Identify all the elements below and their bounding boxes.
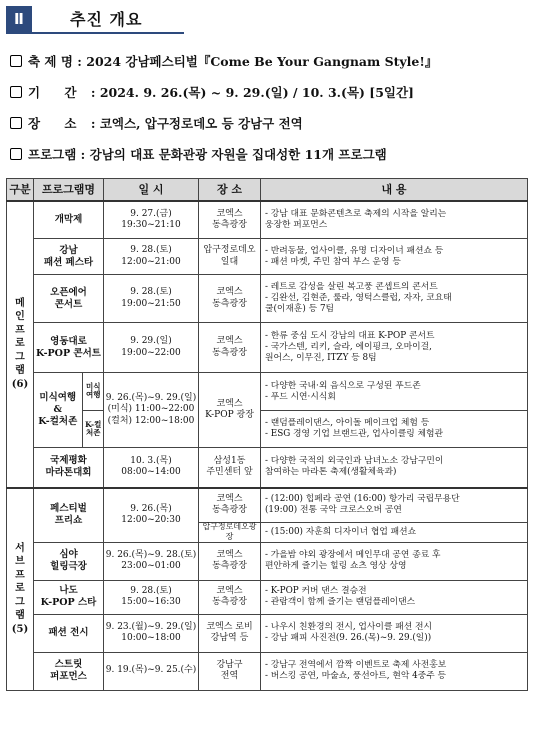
- program-desc: - 가을밤 야외 광장에서 메인무대 공연 종료 후 편안하게 즐기는 힐링 쇼츠 영상 상영: [261, 542, 528, 580]
- program-name: [34, 373, 104, 448]
- info-label: 기 간: [28, 85, 87, 100]
- info-value: 코엑스, 압구정로데오 등 강남구 전역: [99, 116, 303, 131]
- program-name: 심야 힐링극장: [34, 542, 104, 580]
- program-date: 9. 28.(토) 15:00~16:30: [104, 580, 199, 614]
- info-period: 기 간 : 2024. 9. 26.(목) ~ 9. 29.(일) / 10. 3.(목) [5일간]: [10, 83, 414, 101]
- program-place: 코엑스 동측광장: [199, 580, 261, 614]
- program-date: 9. 28.(토) 12:00~21:00: [104, 239, 199, 275]
- section-number: Ⅱ: [6, 6, 32, 32]
- checkbox-square-icon: [10, 148, 22, 160]
- program-desc: [261, 373, 528, 448]
- program-name: 국제평화 마라톤대회: [34, 448, 104, 488]
- section-title: 추진 개요: [70, 10, 143, 29]
- place-main: 코엑스 동측광장: [199, 489, 260, 523]
- checkbox-square-icon: [10, 55, 22, 67]
- desc-food: - 다양한 국내·외 음식으로 구성된 푸드존 - 푸드 시연·시식회: [261, 374, 527, 411]
- table-row: [7, 373, 528, 448]
- table-row: [7, 275, 528, 323]
- table-row: [7, 580, 528, 614]
- program-date: 10. 3.(목) 08:00~14:00: [104, 448, 199, 488]
- program-name: 패션 전시: [34, 614, 104, 652]
- program-desc: - 다양한 국적의 외국인과 남녀노소 강남구민이 참여하는 마라톤 축제(생활체육과): [261, 448, 528, 488]
- table-row: [7, 542, 528, 580]
- info-venue: 장 소 : 코엑스, 압구정로데오 등 강남구 전역: [10, 114, 303, 132]
- program-place: 코엑스 동측광장: [199, 275, 261, 323]
- table-header-row: [7, 179, 528, 201]
- checkbox-square-icon: [10, 117, 22, 129]
- program-name: 강남 패션 페스타: [34, 239, 104, 275]
- program-desc: - 반려동물, 업사이클, 유명 디자이너 패션쇼 등 - 패션 마켓, 주민 참여 부스 운영 등: [261, 239, 528, 275]
- header-place: 장 소: [199, 179, 261, 201]
- program-date: 9. 26.(목) 12:00~20:30: [104, 488, 199, 543]
- desc-rodeo: - (15:00) 자훈희 디자이너 협업 패션쇼: [265, 526, 417, 537]
- table-row: [7, 614, 528, 652]
- program-name-split: [34, 373, 104, 447]
- section-underline: [6, 32, 184, 34]
- sub-label-culture: K-컬처존: [85, 419, 102, 437]
- program-place: 삼성1동 주민센터 앞: [199, 448, 261, 488]
- program-place: 압구정로데오 일대: [199, 239, 261, 275]
- program-place: 코엑스 로비 강남역 등: [199, 614, 261, 652]
- table-row: [7, 239, 528, 275]
- program-place: [199, 488, 261, 543]
- table-row: [7, 448, 528, 488]
- program-date: 9. 27.(금) 19:30~21:10: [104, 201, 199, 239]
- program-place: 코엑스 동측광장: [199, 323, 261, 373]
- header-category: 구분: [7, 179, 34, 201]
- program-name: 오픈에어 콘서트: [34, 275, 104, 323]
- category-sub: 서 브 프 로 그 램 (5): [7, 488, 34, 691]
- table-row: [7, 488, 528, 543]
- header-program: 프로그램명: [34, 179, 104, 201]
- info-value: 2024. 9. 26.(목) ~ 9. 29.(일) / 10. 3.(목) [5일간]: [99, 85, 414, 100]
- program-desc: [261, 488, 528, 543]
- program-date: 9. 26.(목)~9. 29.(일) (미식) 11:00~22:00 (컬처) 12:00~18:00: [104, 373, 199, 448]
- program-name: 영동대로 K-POP 콘서트: [34, 323, 104, 373]
- info-label: 프로그램: [28, 147, 77, 162]
- place-rodeo: 압구정로데오광장: [202, 522, 257, 541]
- info-value: 2024 강남페스티벌『Come Be Your Gangnam Style!』: [86, 54, 438, 69]
- program-name: 스트릿 퍼포먼스: [34, 652, 104, 690]
- info-programs: 프로그램 : 강남의 대표 문화관광 자원을 집대성한 11개 프로그램: [10, 145, 387, 163]
- program-place: 코엑스 동측광장: [199, 201, 261, 239]
- desc-coex: - (12:00) 힙페라 공연 (16:00) 항가리 국립무용단 (19:00) 전통 국악 크로스오버 공연: [261, 489, 527, 523]
- program-name: 나도 K-POP 스타: [34, 580, 104, 614]
- program-place: 코엑스 K-POP 광장: [199, 373, 261, 448]
- header-datetime: 일 시: [104, 179, 199, 201]
- info-festival-name: 축 제 명 : 2024 강남페스티벌『Come Be Your Gangnam Style!』: [10, 52, 437, 70]
- info-label: 장 소: [28, 116, 87, 131]
- program-desc: - 강남구 전역에서 깜짝 이벤트로 축제 사전홍보 - 버스킹 공연, 마술쇼, 풍선아트, 현악 4중주 등: [261, 652, 528, 690]
- program-desc: - 레트로 감성을 살린 복고풍 콘셉트의 콘서트 - 김완선, 김현준, 룰라, 영턱스클럽, 자자, 코요태 쿨(이재훈) 등 7팀: [261, 275, 528, 323]
- table-row: [7, 652, 528, 690]
- header-content: 내 용: [261, 179, 528, 201]
- program-date: 9. 23.(월)~9. 29.(일) 10:00~18:00: [104, 614, 199, 652]
- section-header: [6, 4, 142, 33]
- program-desc: - K-POP 커버 댄스 결승전 - 관람객이 함께 즐기는 랜덤플레이댄스: [261, 580, 528, 614]
- program-table: [6, 178, 528, 691]
- category-main: 메 인 프 로 그 램 (6): [7, 201, 34, 488]
- table-row: [7, 201, 528, 239]
- program-place: 강남구 전역: [199, 652, 261, 690]
- program-name: 개막제: [34, 201, 104, 239]
- program-desc: - 나우시 친환경의 전시, 업사이클 패션 전시 - 강남 패피 사진전(9. 26.(목)~9. 29.(일)): [261, 614, 528, 652]
- info-label: 축 제 명: [28, 54, 73, 69]
- sub-label-food: 미식여행: [82, 373, 104, 410]
- program-date: 9. 19.(목)~9. 25.(수): [104, 652, 199, 690]
- table-row: [7, 323, 528, 373]
- program-date: 9. 29.(일) 19:00~22:00: [104, 323, 199, 373]
- info-value: 강남의 대표 문화관광 자원을 집대성한 11개 프로그램: [89, 147, 387, 162]
- program-desc: - 강남 대표 문화콘텐츠로 축제의 시작을 알리는 웅장한 퍼포먼스: [261, 201, 528, 239]
- program-desc: - 한류 중심 도시 강남의 대표 K-POP 콘서트 - 국가스텐, 리키, 슬라, 에이핑크, 오마이걸, 원어스, 이무진, ITZY 등 8팀: [261, 323, 528, 373]
- desc-culture: - 랜덤플레이댄스, 아이돌 메이크업 체험 등 - ESG 경영 기업 브랜드관, 업사이클링 체험관: [265, 417, 443, 439]
- program-name-main: 미식여행 & K-컬처존: [34, 373, 82, 447]
- program-name: 페스티벌 프리쇼: [34, 488, 104, 543]
- program-place: 코엑스 동측광장: [199, 542, 261, 580]
- program-date: 9. 26.(목)~9. 28.(토) 23:00~01:00: [104, 542, 199, 580]
- checkbox-square-icon: [10, 86, 22, 98]
- program-date: 9. 28.(토) 19:00~21:50: [104, 275, 199, 323]
